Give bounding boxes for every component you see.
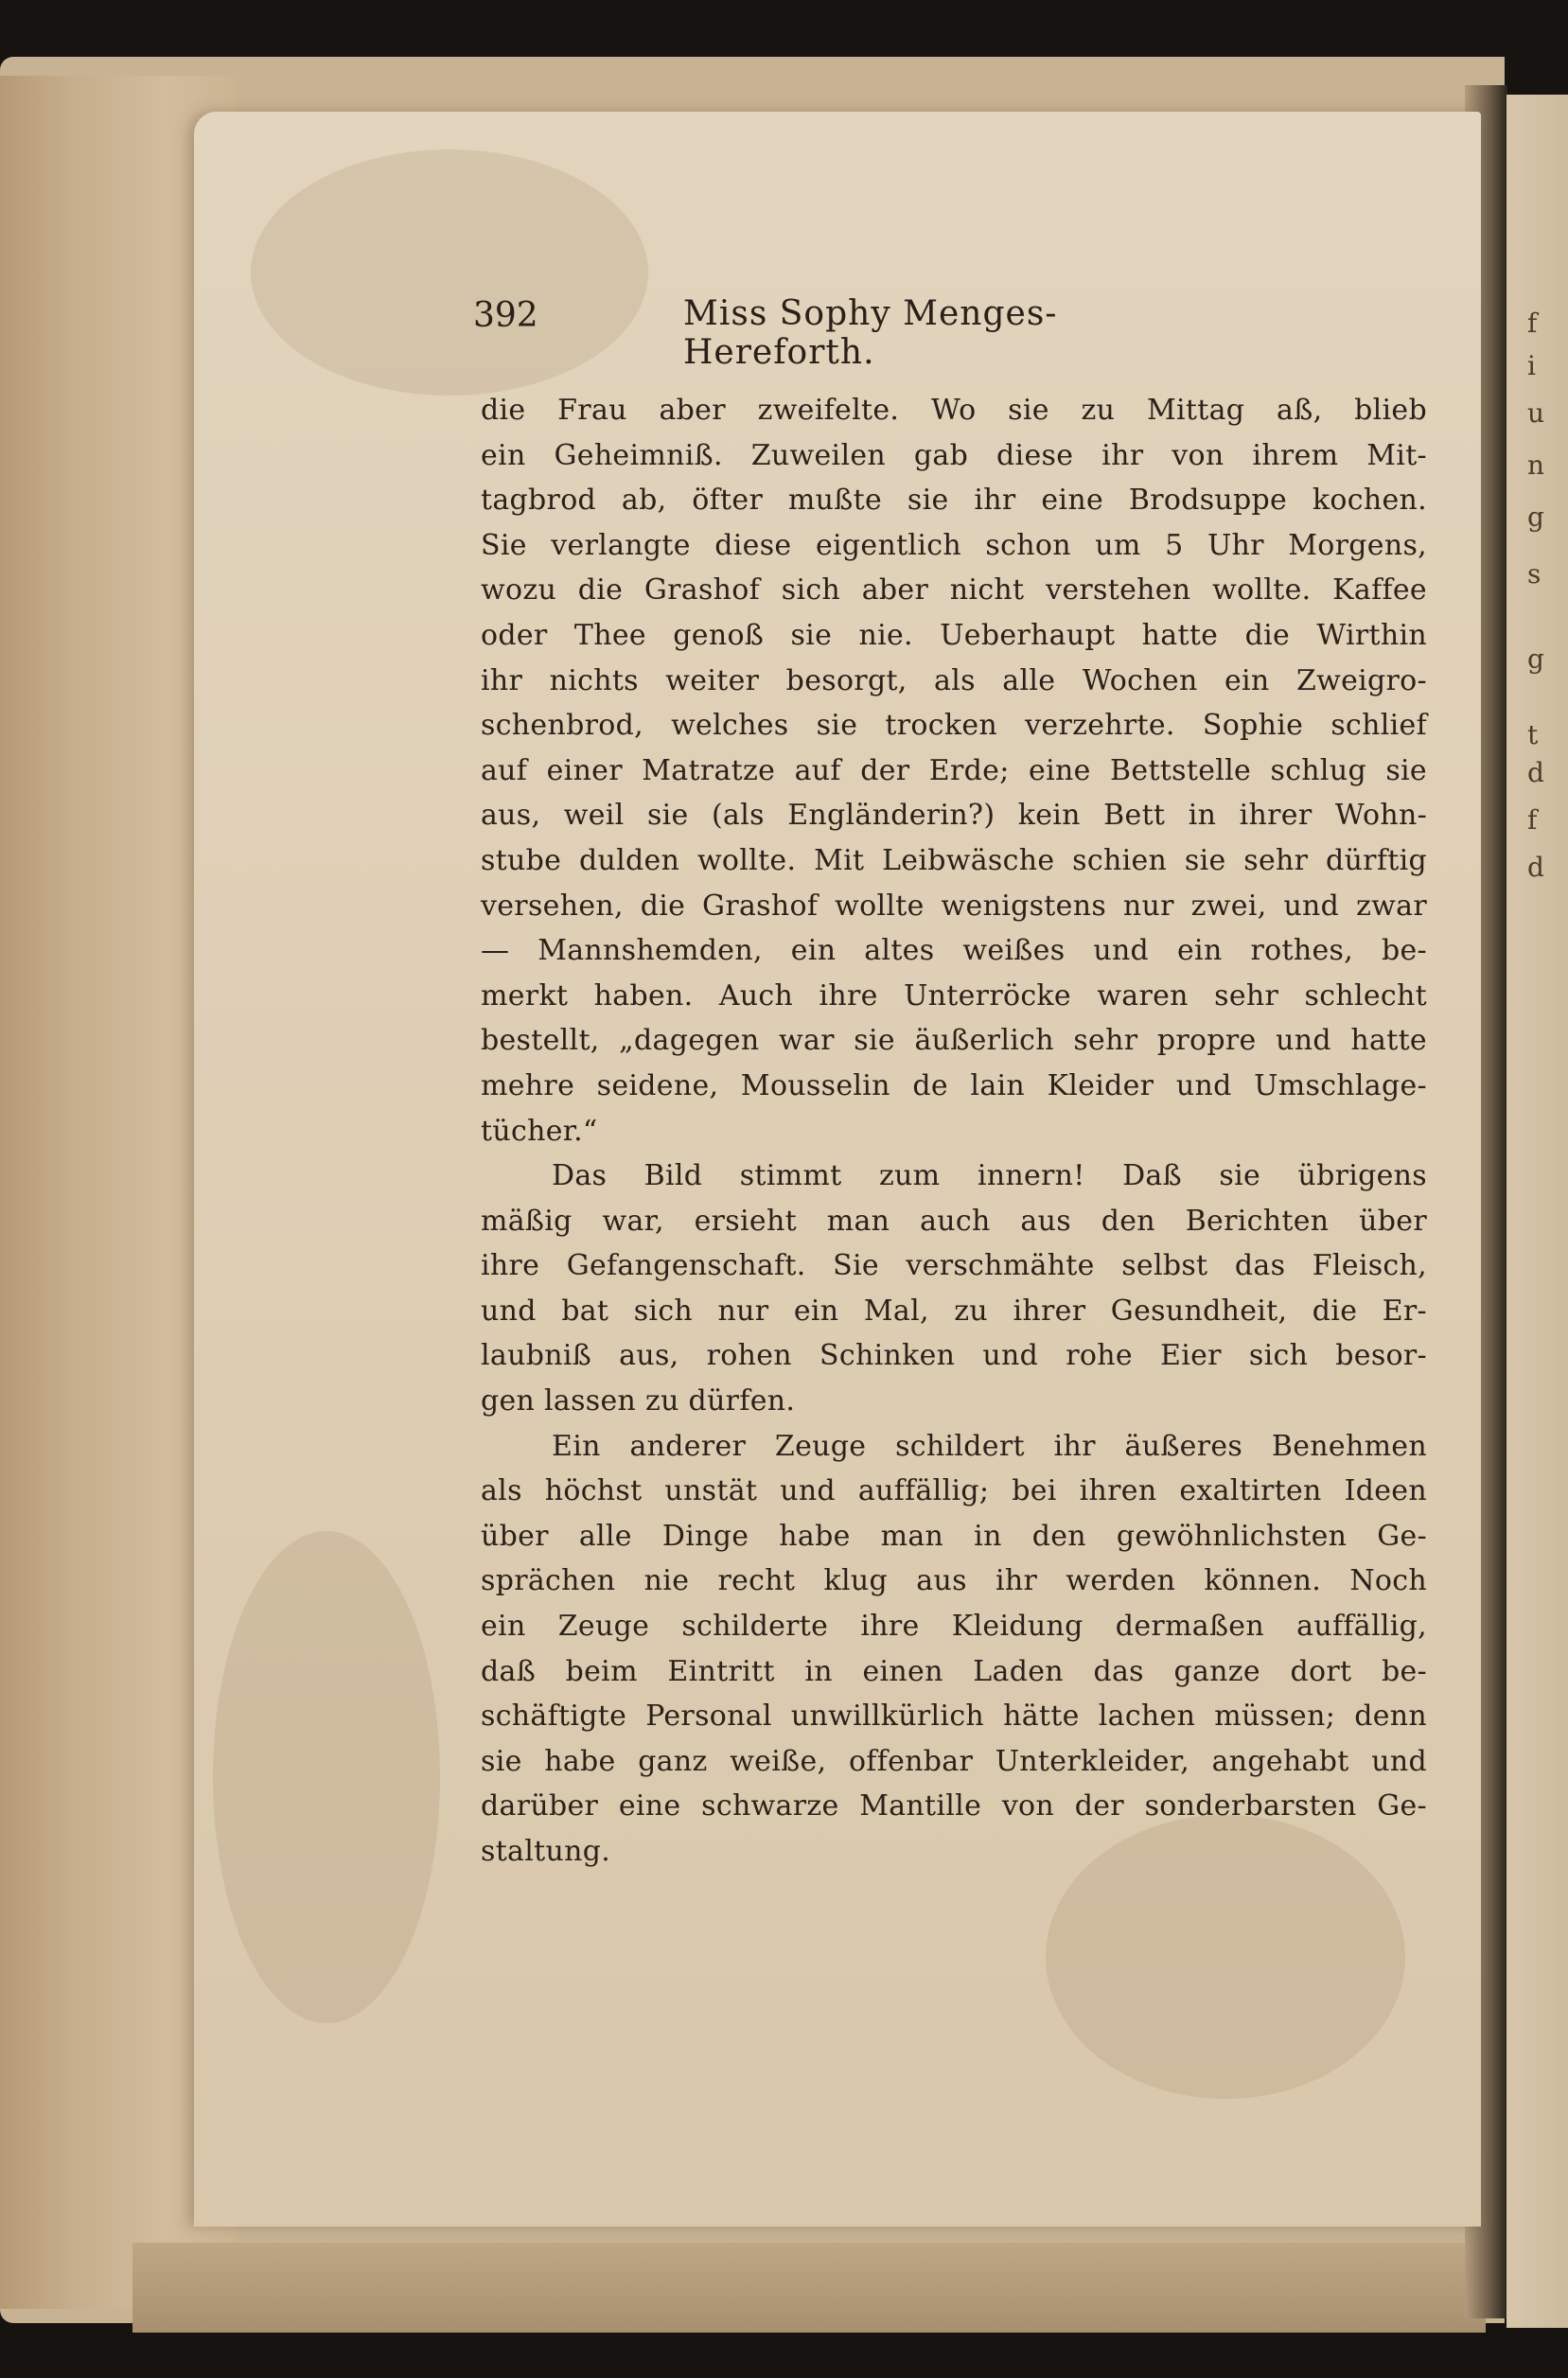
opposite-page-letter: d — [1527, 852, 1544, 883]
text-line: merkt haben. Auch ihre Unterröcke waren sehr schlecht — [481, 978, 1427, 1013]
paper-stain — [213, 1531, 440, 2023]
text-line: oder Thee genoß sie nie. Ueberhaupt hatte die Wirthin — [481, 618, 1427, 652]
text-line: schenbrod, welches sie trocken verzehrte. Sophie schlief — [481, 709, 1427, 743]
opposite-page-letter: s — [1527, 558, 1542, 590]
text-line: auf einer Matratze auf der Erde; eine Bettstelle schlug sie — [481, 753, 1427, 787]
text-line: die Frau aber zweifelte. Wo sie zu Mittag aß, blieb — [481, 394, 1427, 427]
text-line: bestellt, „dagegen war sie äußerlich sehr propre und hatte — [481, 1024, 1427, 1058]
text-line: stube dulden wollte. Mit Leibwäsche schien sie sehr dürftig — [481, 843, 1427, 877]
text-line: sprächen nie recht klug aus ihr werden können. Noch — [481, 1564, 1427, 1598]
text-line: mäßig war, ersieht man auch aus den Berichten über — [481, 1204, 1427, 1238]
opposite-page-letter: u — [1527, 397, 1545, 429]
text-line: ein Geheimniß. Zuweilen gab diese ihr von ihrem Mit- — [481, 438, 1427, 472]
text-line: Das Bild stimmt zum innern! Daß sie übrigens — [552, 1159, 1427, 1193]
opposite-page-letter: d — [1527, 757, 1544, 788]
opposite-page-letter: t — [1527, 719, 1539, 750]
opposite-page-letter: f — [1527, 804, 1538, 836]
text-line: wozu die Grashof sich aber nicht verstehen wollte. Kaffee — [481, 573, 1427, 608]
text-line: — Mannshemden, ein altes weißes und ein rothes, be- — [481, 934, 1427, 968]
text-line: tücher.“ — [481, 1114, 598, 1148]
opposite-page-letter: n — [1527, 449, 1545, 481]
text-line: mehre seidene, Mousselin de lain Kleider und Umschlage- — [481, 1068, 1427, 1102]
body-text — [481, 388, 1427, 1875]
text-line: und bat sich nur ein Mal, zu ihrer Gesundheit, die Er- — [481, 1294, 1427, 1328]
opposite-page-letter: f — [1527, 308, 1538, 339]
text-line: daß beim Eintritt in einen Laden das ganze dort be- — [481, 1654, 1427, 1688]
opposite-page-letter: i — [1527, 350, 1536, 381]
opposite-page-edge — [1506, 95, 1568, 2328]
text-line: ihre Gefangenschaft. Sie verschmähte selbst das Fleisch, — [481, 1249, 1427, 1283]
text-line: schäftigte Personal unwillkürlich hätte lachen müssen; denn — [481, 1700, 1427, 1734]
text-line: gen lassen zu dürfen. — [481, 1384, 796, 1418]
text-line: über alle Dinge habe man in den gewöhnlichsten Ge- — [481, 1519, 1427, 1553]
text-line: aus, weil sie (als Engländerin?) kein Bett in ihrer Wohn- — [481, 799, 1427, 833]
running-head: Miss Sophy Menges-Hereforth. — [683, 294, 1058, 372]
text-line: als höchst unstät und auffällig; bei ihren exaltirten Ideen — [481, 1474, 1427, 1508]
page-edges-bottom — [132, 2243, 1486, 2333]
page-header — [473, 294, 1211, 372]
opposite-page-letter: g — [1527, 643, 1544, 675]
paper-stain — [251, 150, 648, 396]
text-line: ihr nichts weiter besorgt, als alle Wochen ein Zweigro- — [481, 663, 1427, 697]
text-line: Ein anderer Zeuge schildert ihr äußeres Benehmen — [552, 1429, 1427, 1463]
text-line: ein Zeuge schilderte ihre Kleidung dermaßen auffällig, — [481, 1610, 1427, 1644]
opposite-page-letter: g — [1527, 502, 1544, 533]
text-line: Sie verlangte diese eigentlich schon um 5 Uhr Morgens, — [481, 528, 1427, 562]
text-line: versehen, die Grashof wollte wenigstens nur zwei, und zwar — [481, 889, 1427, 923]
text-line: sie habe ganz weiße, offenbar Unterkleider, angehabt und — [481, 1744, 1427, 1778]
text-line: tagbrod ab, öfter mußte sie ihr eine Brodsuppe kochen. — [481, 484, 1427, 518]
text-line: darüber eine schwarze Mantille von der sonderbarsten Ge- — [481, 1789, 1427, 1823]
text-line: staltung. — [481, 1835, 611, 1868]
text-line: laubniß aus, rohen Schinken und rohe Eier sich besor- — [481, 1339, 1427, 1373]
page-number: 392 — [473, 296, 538, 335]
